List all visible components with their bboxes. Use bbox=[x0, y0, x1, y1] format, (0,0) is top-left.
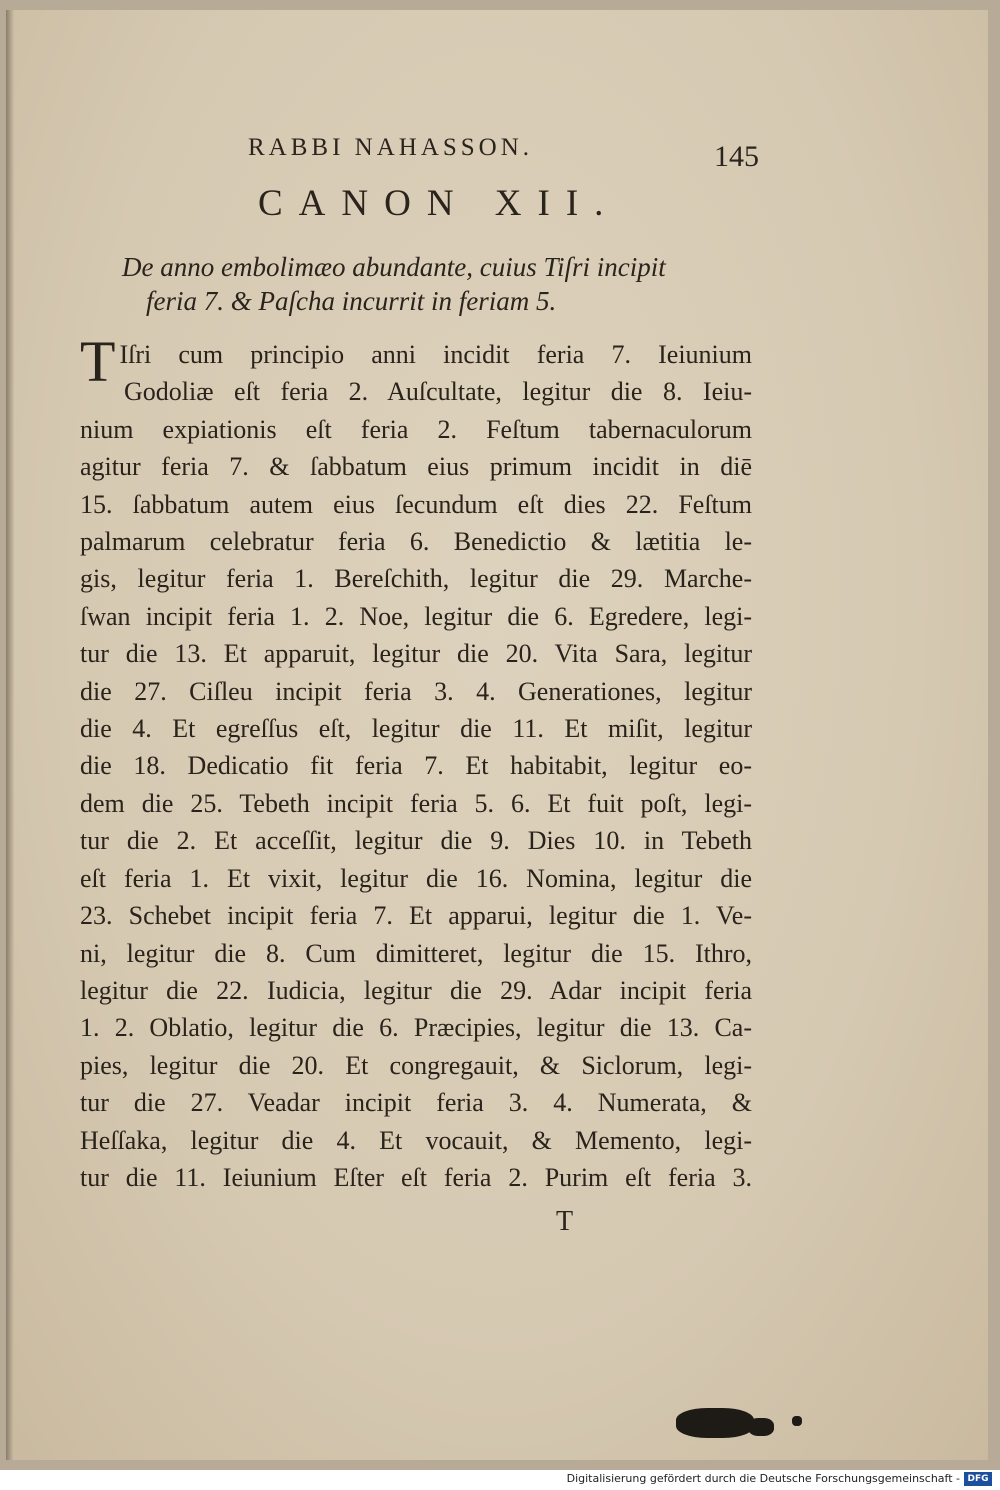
body-line: agitur feria 7. & ſabbatum eius primum incidit in diē bbox=[80, 452, 752, 482]
body-line: legitur die 22. Iudicia, legitur die 29. Adar incipit feria bbox=[80, 975, 752, 1005]
body-line: pies, legitur die 20. Et congregauit, & Siclorum, legi- bbox=[80, 1050, 752, 1080]
body-line: die 18. Dedicatio fit feria 7. Et habitabit, legitur eo- bbox=[80, 751, 752, 781]
page-number: 145 bbox=[714, 140, 759, 173]
body-line: die 27. Ciſleu incipit feria 3. 4. Generationes, legitur bbox=[80, 676, 752, 706]
body-line: 23. Schebet incipit feria 7. Et apparui, legitur die 1. Ve- bbox=[80, 901, 752, 931]
ink-blot bbox=[792, 1416, 802, 1426]
body-line: ſwan incipit feria 1. 2. Noe, legitur die 6. Egredere, legi- bbox=[80, 601, 752, 631]
body-line: Heſſaka, legitur die 4. Et vocauit, & Memento, legi- bbox=[80, 1125, 752, 1155]
section-subtitle bbox=[80, 250, 740, 318]
body-paragraph bbox=[80, 329, 752, 1196]
body-line: die 4. Et egreſſus eſt, legitur die 11. Et miſit, legitur bbox=[80, 714, 752, 744]
funding-notice: Digitalisierung gefördert durch die Deutsche Forschungsgemeinschaft - bbox=[566, 1472, 960, 1485]
body-line: tur die 13. Et apparuit, legitur die 20. Vita Sara, legitur bbox=[80, 639, 752, 669]
body-line: Godoliæ eſt feria 2. Auſcultate, legitur die 8. Ieiu- bbox=[124, 377, 752, 407]
canon-title: CANON XII. bbox=[258, 183, 620, 224]
body-line: 1. 2. Oblatio, legitur die 6. Præcipies, legitur die 13. Ca- bbox=[80, 1013, 752, 1043]
running-head: RABBI NAHASSON. bbox=[248, 134, 534, 161]
body-line: gis, legitur feria 1. Bereſchith, legitur die 29. Marche- bbox=[80, 564, 752, 594]
catchword: T bbox=[556, 1206, 574, 1237]
body-line: tur die 2. Et acceſſit, legitur die 9. Dies 10. in Tebeth bbox=[80, 826, 752, 856]
page-gutter-edge bbox=[6, 10, 14, 1460]
drop-cap: T bbox=[80, 329, 116, 394]
body-line: 15. ſabbatum autem eius ſecundum eſt dies 22. Feſtum bbox=[80, 489, 752, 519]
body-line: tur die 11. Ieiunium Eſter eſt feria 2. Purim eſt feria 3. bbox=[80, 1162, 752, 1192]
dfg-logo: DFG bbox=[964, 1472, 992, 1486]
body-line: Iſri cum principio anni incidit feria 7. Ieiunium bbox=[119, 340, 752, 369]
body-line: nium expiationis eſt feria 2. Feſtum tabernaculorum bbox=[80, 414, 752, 444]
body-line: ni, legitur die 8. Cum dimitteret, legitur die 15. Ithro, bbox=[80, 938, 752, 968]
body-line: dem die 25. Tebeth incipit feria 5. 6. Et fuit poſt, legi- bbox=[80, 788, 752, 818]
body-line: eſt feria 1. Et vixit, legitur die 16. Nomina, legitur die bbox=[80, 863, 752, 893]
body-line: palmarum celebratur feria 6. Benedictio & lætitia le- bbox=[80, 527, 752, 557]
subtitle-line-1: De anno embolimæo abundante, cuius Tiſri incipit bbox=[122, 252, 666, 282]
ink-blot bbox=[748, 1418, 774, 1436]
subtitle-line-2: feria 7. & Paſcha incurrit in feriam 5. bbox=[146, 286, 557, 316]
body-line: tur die 27. Veadar incipit feria 3. 4. Numerata, & bbox=[80, 1088, 752, 1118]
ink-blot bbox=[676, 1408, 754, 1438]
